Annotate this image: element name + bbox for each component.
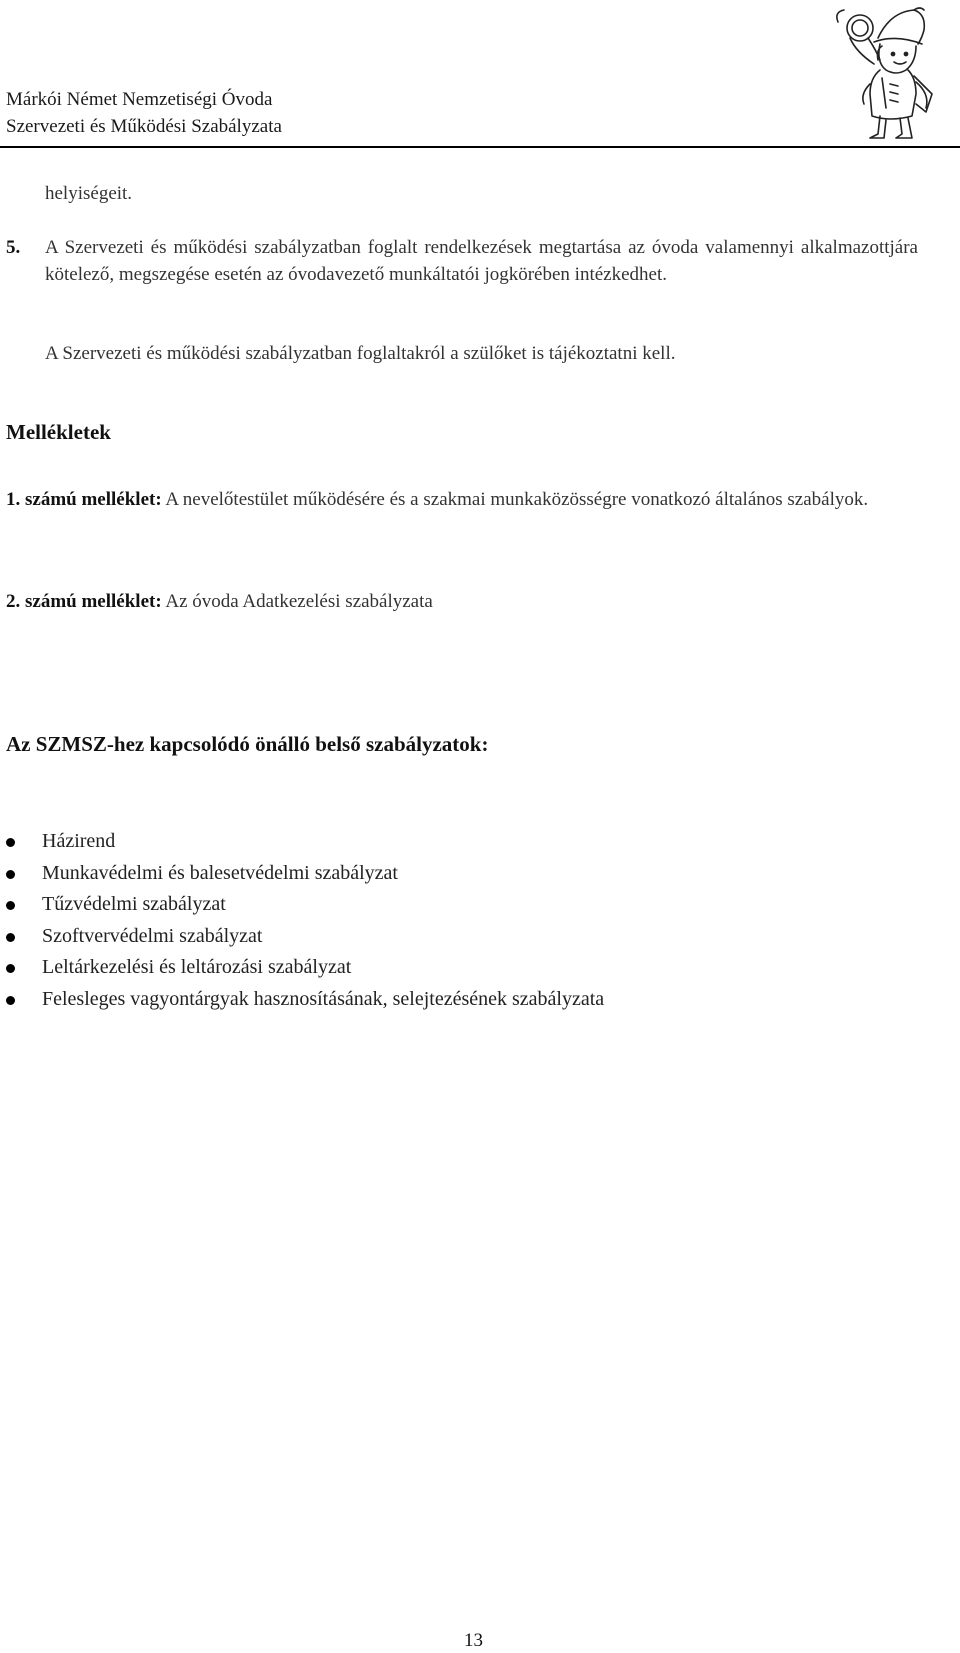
list-item: Leltárkezelési és leltározási szabályzat <box>0 952 604 984</box>
continuation-text: helyiségeit. <box>45 183 133 204</box>
attachment-2-label: 2. számú melléklet: <box>6 591 162 612</box>
attachments-heading: Mellékletek <box>6 420 111 444</box>
bullet-icon <box>6 870 15 879</box>
attachment-1-text: A nevelőtestület működésére és a szakmai munkaközösségre vonatkozó általános szabályok. <box>165 489 869 510</box>
header-institution-name: Márkói Német Nemzetiségi Óvoda <box>6 89 273 110</box>
bullet-icon <box>6 996 15 1005</box>
related-regulations-list <box>0 826 604 1015</box>
attachment-item-2 <box>6 588 433 615</box>
attachment-item-1 <box>6 486 918 513</box>
bullet-icon <box>6 933 15 942</box>
header-document-title: Szervezeti és Működési Szabályzata <box>6 116 282 137</box>
bullet-icon <box>6 838 15 847</box>
attachment-1-label: 1. számú melléklet: <box>6 489 162 510</box>
header-divider <box>0 146 960 148</box>
child-with-horn-logo-icon <box>830 4 940 144</box>
item5-note: A Szervezeti és működési szabályzatban foglaltakról a szülőket is tájékoztatni kell. <box>45 343 676 364</box>
page-number: 13 <box>464 1630 483 1651</box>
item5-paragraph: A Szervezeti és működési szabályzatban foglalt rendelkezések megtartása az óvoda valamennyi alkalmazottjára kötelező, megszegése esetén az óvodavezető munkáltatói jogkörében intézkedhet. <box>45 237 918 285</box>
list-item: Munkavédelmi és balesetvédelmi szabályzat <box>0 858 604 890</box>
list-item: Felesleges vagyontárgyak hasznosításának, selejtezésének szabályzata <box>0 984 604 1016</box>
bullet-icon <box>6 901 15 910</box>
related-regulations-heading: Az SZMSZ-hez kapcsolódó önálló belső szabályzatok: <box>6 732 489 756</box>
list-item: Tűzvédelmi szabályzat <box>0 889 604 921</box>
list-item: Házirend <box>0 826 604 858</box>
list-item: Szoftvervédelmi szabályzat <box>0 921 604 953</box>
page-header <box>6 86 282 140</box>
bullet-icon <box>6 964 15 973</box>
item-number: 5. <box>6 237 21 258</box>
attachment-2-text: Az óvoda Adatkezelési szabályzata <box>165 591 433 612</box>
